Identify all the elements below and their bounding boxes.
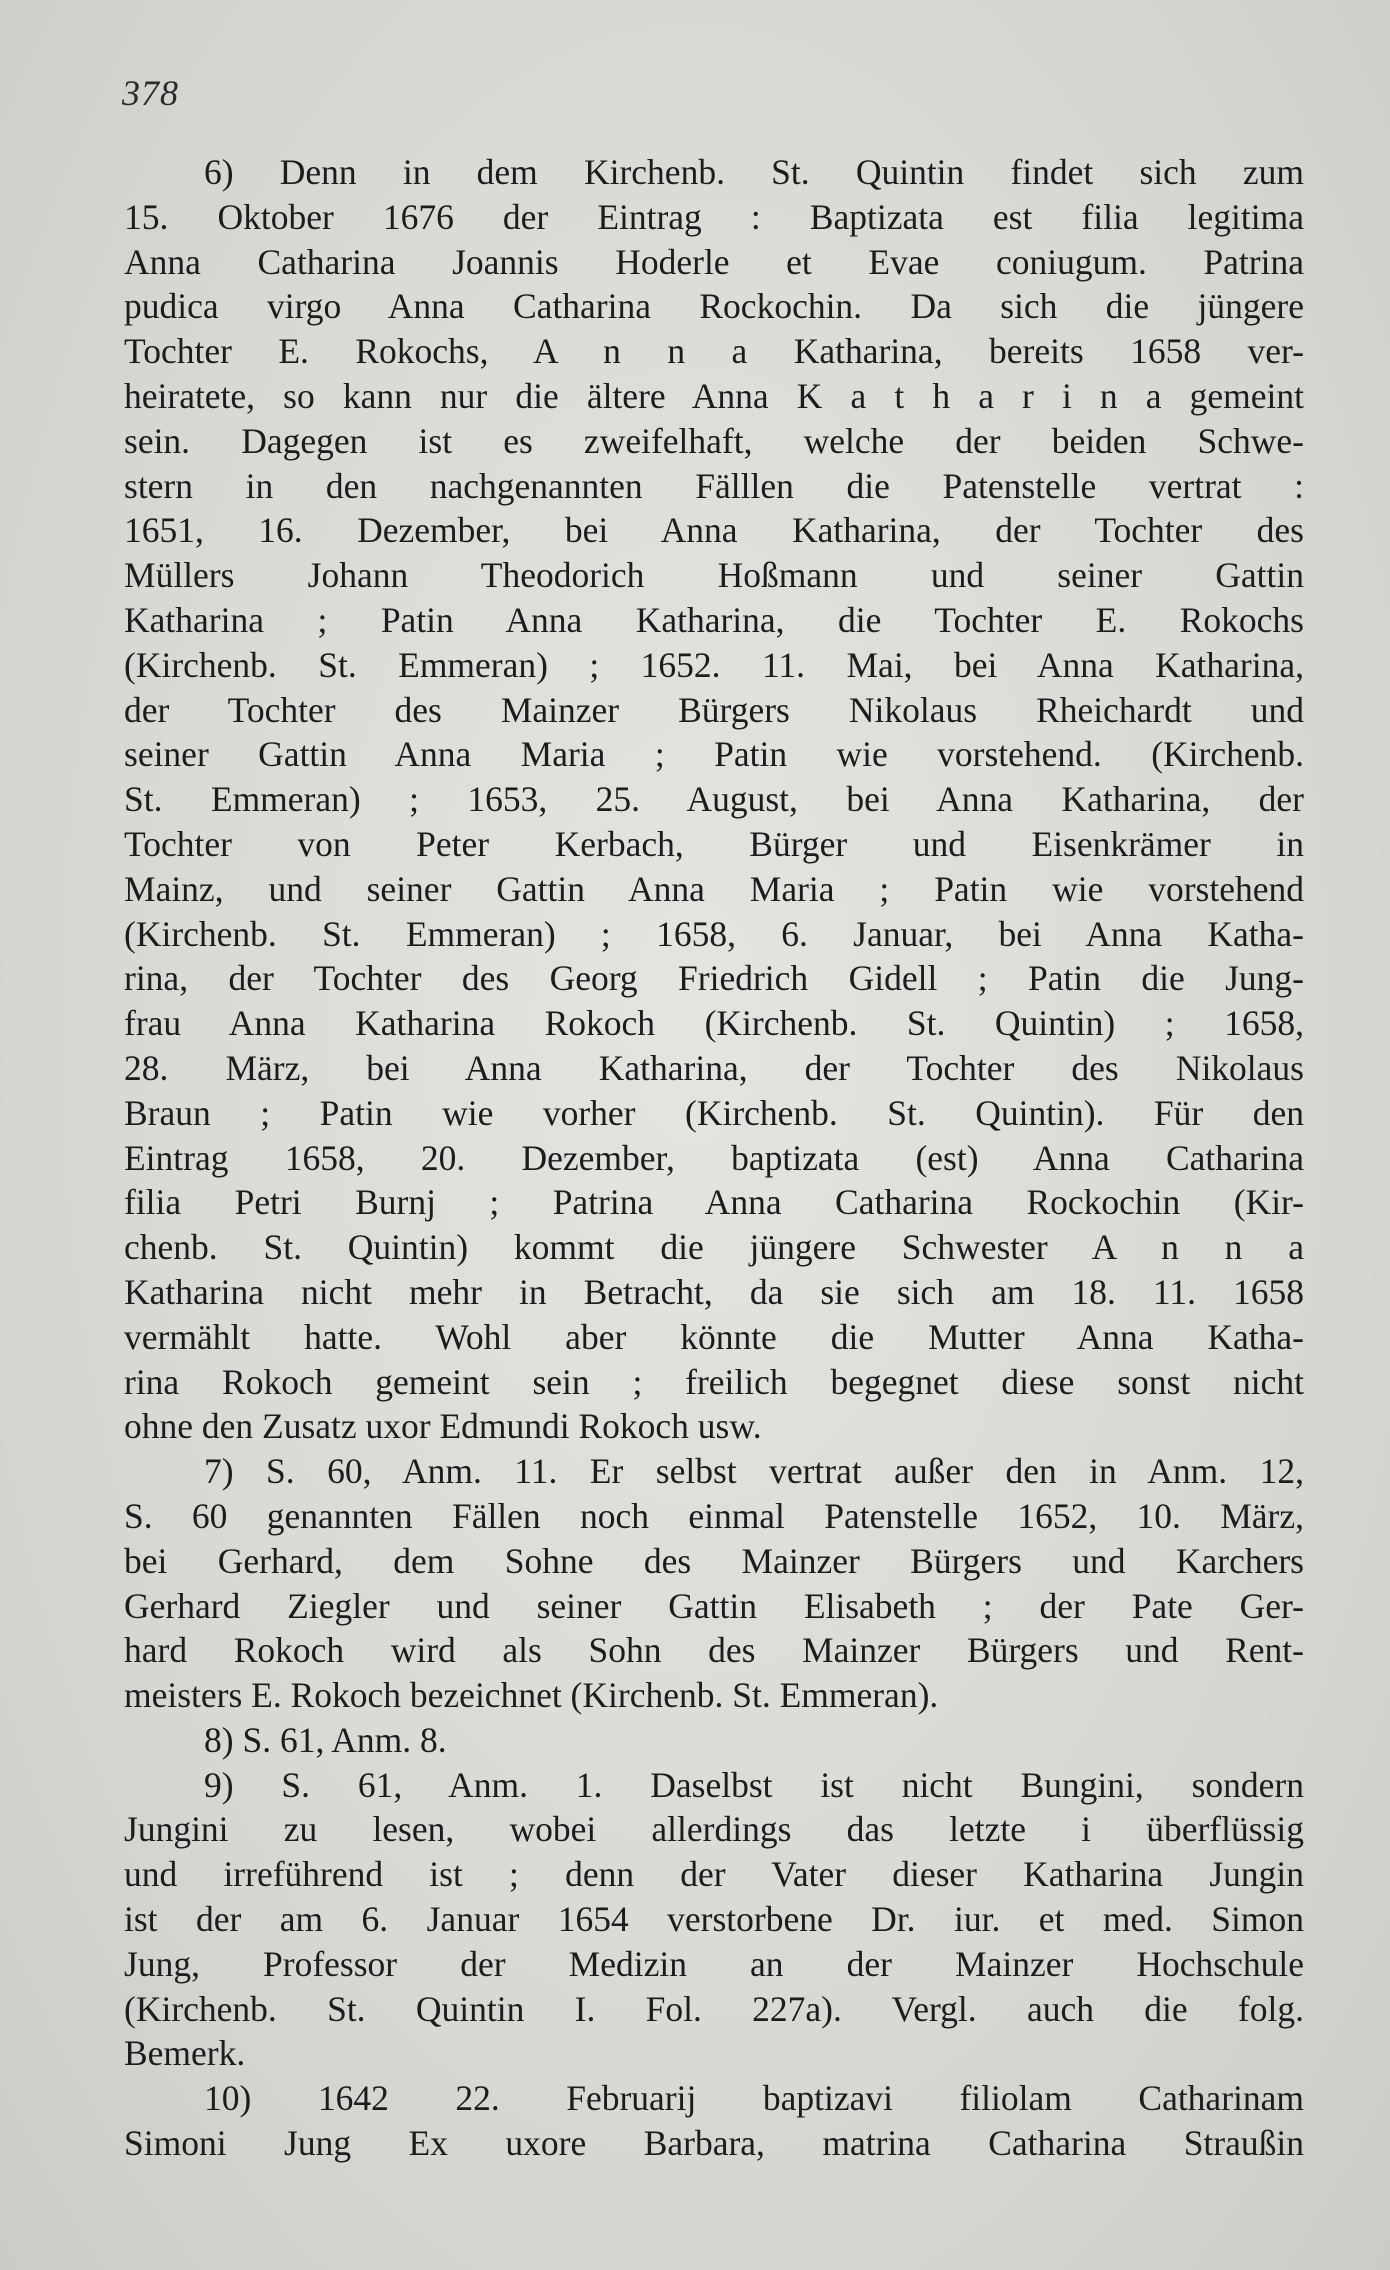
text-line: sein. Dagegen ist es zweifelhaft, welche der beiden Schwe- xyxy=(124,420,1304,461)
text-line: 9) S. 61, Anm. 1. Daselbst ist nicht Bungini, sondern xyxy=(204,1764,1304,1805)
text-line: Jungini zu lesen, wobei allerdings das letzte i überflüssig xyxy=(124,1809,1304,1850)
text-line: 6) Denn in dem Kirchenb. St. Quintin findet sich zum xyxy=(204,152,1304,192)
text-line: Anna Catharina Joannis Hoderle et Evae coniugum. Patrina xyxy=(124,241,1304,282)
text-line: S. 60 genannten Fällen noch einmal Patenstelle 1652, 10. März, xyxy=(124,1495,1304,1536)
text-line: Tochter von Peter Kerbach, Bürger und Eisenkrämer in xyxy=(124,823,1304,864)
text-line: stern in den nachgenannten Fälllen die Patenstelle vertrat : xyxy=(124,465,1304,506)
text-line: Eintrag 1658, 20. Dezember, baptizata (est) Anna Catharina xyxy=(124,1137,1304,1178)
text-line: bei Gerhard, dem Sohne des Mainzer Bürgers und Karchers xyxy=(124,1540,1304,1581)
text-line: St. Emmeran) ; 1653, 25. August, bei Anna Katharina, der xyxy=(124,779,1304,820)
text-line: 15. Oktober 1676 der Eintrag : Baptizata est filia legitima xyxy=(124,196,1304,237)
text-line: frau Anna Katharina Rokoch (Kirchenb. St. Quintin) ; 1658, xyxy=(124,1003,1304,1044)
text-line: hard Rokoch wird als Sohn des Mainzer Bürgers und Rent- xyxy=(124,1630,1304,1671)
text-line: ohne den Zusatz uxor Edmundi Rokoch usw. xyxy=(124,1406,762,1447)
text-line: 1651, 16. Dezember, bei Anna Katharina, der Tochter des xyxy=(124,510,1304,551)
text-line: ist der am 6. Januar 1654 verstorbene Dr. iur. et med. Simon xyxy=(124,1899,1304,1940)
footnotes-text-block xyxy=(124,150,1304,2166)
text-line: Müllers Johann Theodorich Hoßmann und seiner Gattin xyxy=(124,555,1304,596)
text-line: meisters E. Rokoch bezeichnet (Kirchenb. St. Emmeran). xyxy=(124,1675,939,1716)
text-line: Tochter E. Rokochs, A n n a Katharina, bereits 1658 ver- xyxy=(124,331,1304,372)
text-line: rina Rokoch gemeint sein ; freilich begegnet diese sonst nicht xyxy=(124,1361,1304,1402)
text-line: pudica virgo Anna Catharina Rockochin. Da sich die jüngere xyxy=(124,286,1304,327)
text-line: 8) S. 61, Anm. 8. xyxy=(204,1719,447,1760)
text-line: seiner Gattin Anna Maria ; Patin wie vorstehend. (Kirchenb. xyxy=(124,734,1304,775)
text-line: 10) 1642 22. Februarij baptizavi filiolam Catharinam xyxy=(204,2078,1304,2119)
text-line: Gerhard Ziegler und seiner Gattin Elisabeth ; der Pate Ger- xyxy=(124,1585,1304,1626)
text-line: heiratete, so kann nur die ältere Anna K a t h a r i n a gemeint xyxy=(124,375,1304,416)
text-line: Jung, Professor der Medizin an der Mainzer Hochschule xyxy=(124,1943,1304,1984)
text-line: chenb. St. Quintin) kommt die jüngere Schwester A n n a xyxy=(124,1227,1304,1268)
text-line: (Kirchenb. St. Quintin I. Fol. 227a). Vergl. auch die folg. xyxy=(124,1988,1304,2029)
text-line: Katharina ; Patin Anna Katharina, die Tochter E. Rokochs xyxy=(124,599,1304,640)
text-line: Bemerk. xyxy=(124,2033,246,2074)
text-line: rina, der Tochter des Georg Friedrich Gidell ; Patin die Jung- xyxy=(124,958,1304,999)
text-line: filia Petri Burnj ; Patrina Anna Catharina Rockochin (Kir- xyxy=(124,1182,1304,1223)
text-line: 28. März, bei Anna Katharina, der Tochter des Nikolaus xyxy=(124,1047,1304,1088)
text-line: Simoni Jung Ex uxore Barbara, matrina Catharina Straußin xyxy=(124,2123,1304,2164)
text-line: 7) S. 60, Anm. 11. Er selbst vertrat außer den in Anm. 12, xyxy=(204,1451,1304,1492)
text-line: Braun ; Patin wie vorher (Kirchenb. St. Quintin). Für den xyxy=(124,1092,1304,1133)
text-line: vermählt hatte. Wohl aber könnte die Mutter Anna Katha- xyxy=(124,1316,1304,1357)
text-line: Mainz, und seiner Gattin Anna Maria ; Patin wie vorstehend xyxy=(124,868,1304,909)
page-number: 378 xyxy=(122,73,179,113)
text-line: (Kirchenb. St. Emmeran) ; 1652. 11. Mai, bei Anna Katharina, xyxy=(124,644,1304,685)
text-line: und irreführend ist ; denn der Vater dieser Katharina Jungin xyxy=(124,1854,1304,1895)
text-line: Katharina nicht mehr in Betracht, da sie sich am 18. 11. 1658 xyxy=(124,1271,1304,1312)
text-line: der Tochter des Mainzer Bürgers Nikolaus Rheichardt und xyxy=(124,689,1304,730)
text-line: (Kirchenb. St. Emmeran) ; 1658, 6. Januar, bei Anna Katha- xyxy=(124,913,1304,954)
